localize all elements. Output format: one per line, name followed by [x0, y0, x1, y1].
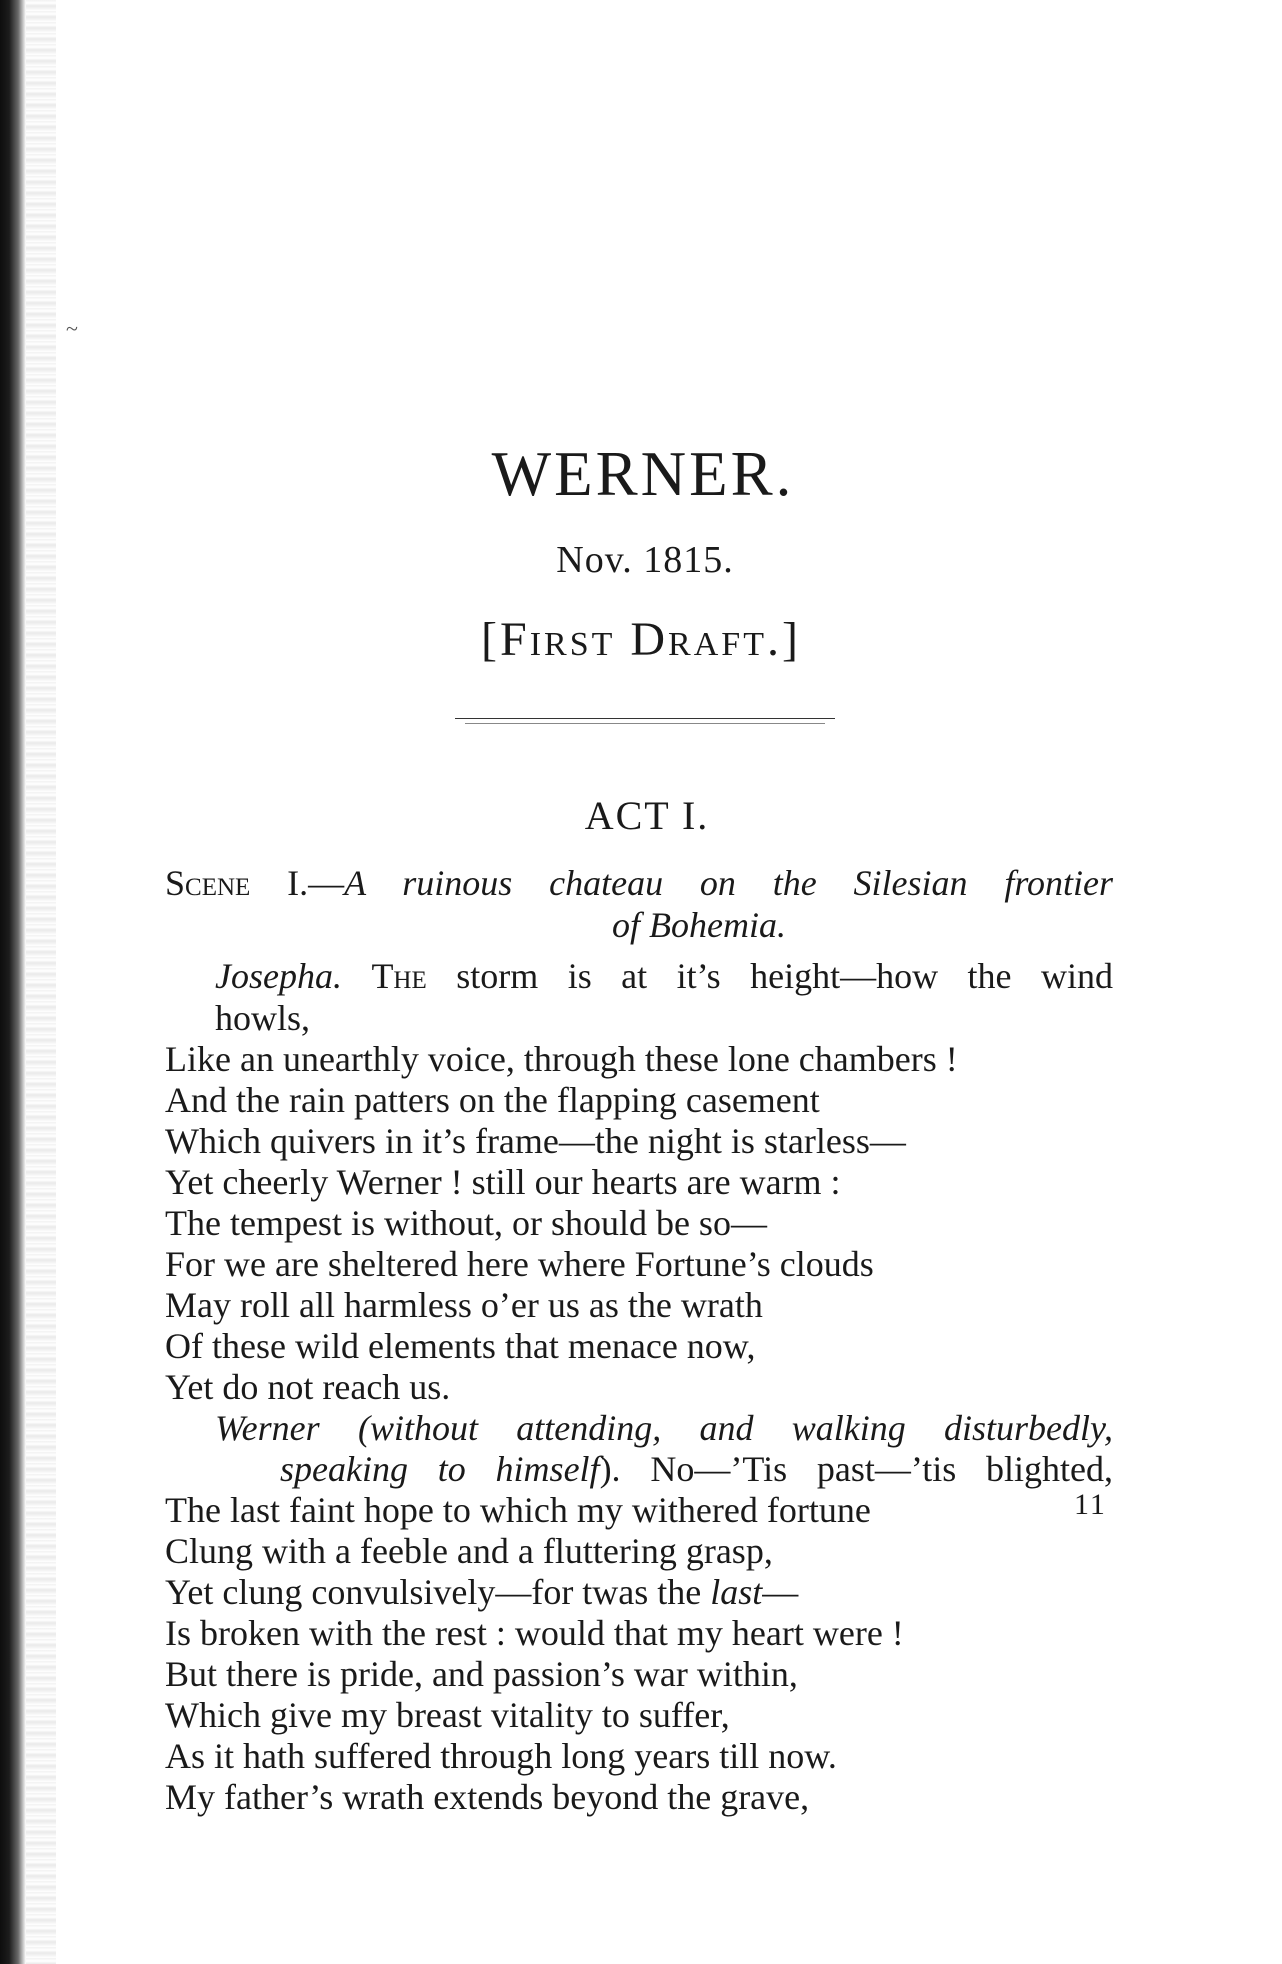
italic-word-last: last — [710, 1572, 763, 1612]
stage-direction: (without attending, and walking disturbedly, — [357, 1408, 1114, 1448]
verse-line: But there is pride, and passion’s war within, — [165, 1654, 798, 1694]
verse-line: Which give my breast vitality to suffer, — [165, 1695, 730, 1735]
speech-werner-second-line — [280, 1448, 1113, 1490]
verse-line: And the rain patters on the flapping casement — [165, 1080, 820, 1120]
speech-werner-first-text: No—’Tis past—’tis blighted, — [620, 1449, 1113, 1489]
verse-line: As it hath suffered through long years till now. — [165, 1736, 837, 1776]
verse-line: Like an unearthly voice, through these lone chambers ! — [165, 1039, 958, 1079]
stray-pen-mark: ~ — [66, 316, 78, 341]
verse-line: The last faint hope to which my withered fortune — [165, 1490, 871, 1530]
section-rule — [455, 718, 835, 719]
verse-line: Is broken with the rest : would that my heart were ! — [165, 1613, 904, 1653]
verse-line: Yet cheerly Werner ! still our hearts are warm : — [165, 1162, 841, 1202]
verse-line: Yet do not reach us. — [165, 1367, 451, 1407]
verse-line: The tempest is without, or should be so— — [165, 1203, 767, 1243]
date-line: Nov. 1815. — [556, 539, 734, 581]
speaker-josepha: Josepha. — [215, 956, 342, 996]
verse-line: Clung with a feeble and a fluttering grasp, — [165, 1531, 773, 1571]
verse-line: For we are sheltered here where Fortune’s clouds — [165, 1244, 874, 1284]
stage-direction-cont: speaking to himself — [280, 1449, 600, 1489]
spine-texture — [26, 0, 56, 1964]
verse-line: My father’s wrath extends beyond the grave, — [165, 1777, 810, 1817]
verse-line: Which quivers in it’s frame—the night is starless— — [165, 1121, 906, 1161]
scene-number: I.— — [287, 863, 345, 903]
scene-description: A ruinous chateau on the Silesian frontier — [344, 863, 1114, 903]
scene-heading — [165, 862, 1113, 904]
draft-note: [First Draft.] — [481, 613, 801, 666]
speaker-werner: Werner — [215, 1408, 320, 1448]
speech-werner-first-line — [215, 1407, 1113, 1449]
scene-description-cont: of Bohemia. — [612, 905, 786, 945]
speech-josepha-first-rest: storm is at it’s height—how the wind — [426, 956, 1113, 996]
stage-direction-close: ). — [599, 1449, 621, 1489]
verse-line-text: Yet clung convulsively—for twas the — [165, 1572, 711, 1612]
speech-josepha-first-word: The — [371, 956, 427, 996]
speech-josepha-cont: howls, — [215, 998, 311, 1038]
verse-line: May roll all harmless o’er us as the wrath — [165, 1285, 763, 1325]
section-rule-thin — [465, 723, 825, 724]
verse-line-with-italic — [165, 1571, 798, 1613]
line-number: 11 — [1074, 1488, 1107, 1521]
scene-label: Scene — [165, 863, 251, 903]
act-heading: ACT I. — [584, 793, 710, 838]
verse-line-dash: — — [762, 1572, 799, 1612]
page-title: WERNER. — [491, 439, 795, 509]
speech-josepha-first-line — [215, 955, 1113, 997]
verse-line: Of these wild elements that menace now, — [165, 1326, 756, 1366]
book-spine-shadow — [0, 0, 26, 1964]
